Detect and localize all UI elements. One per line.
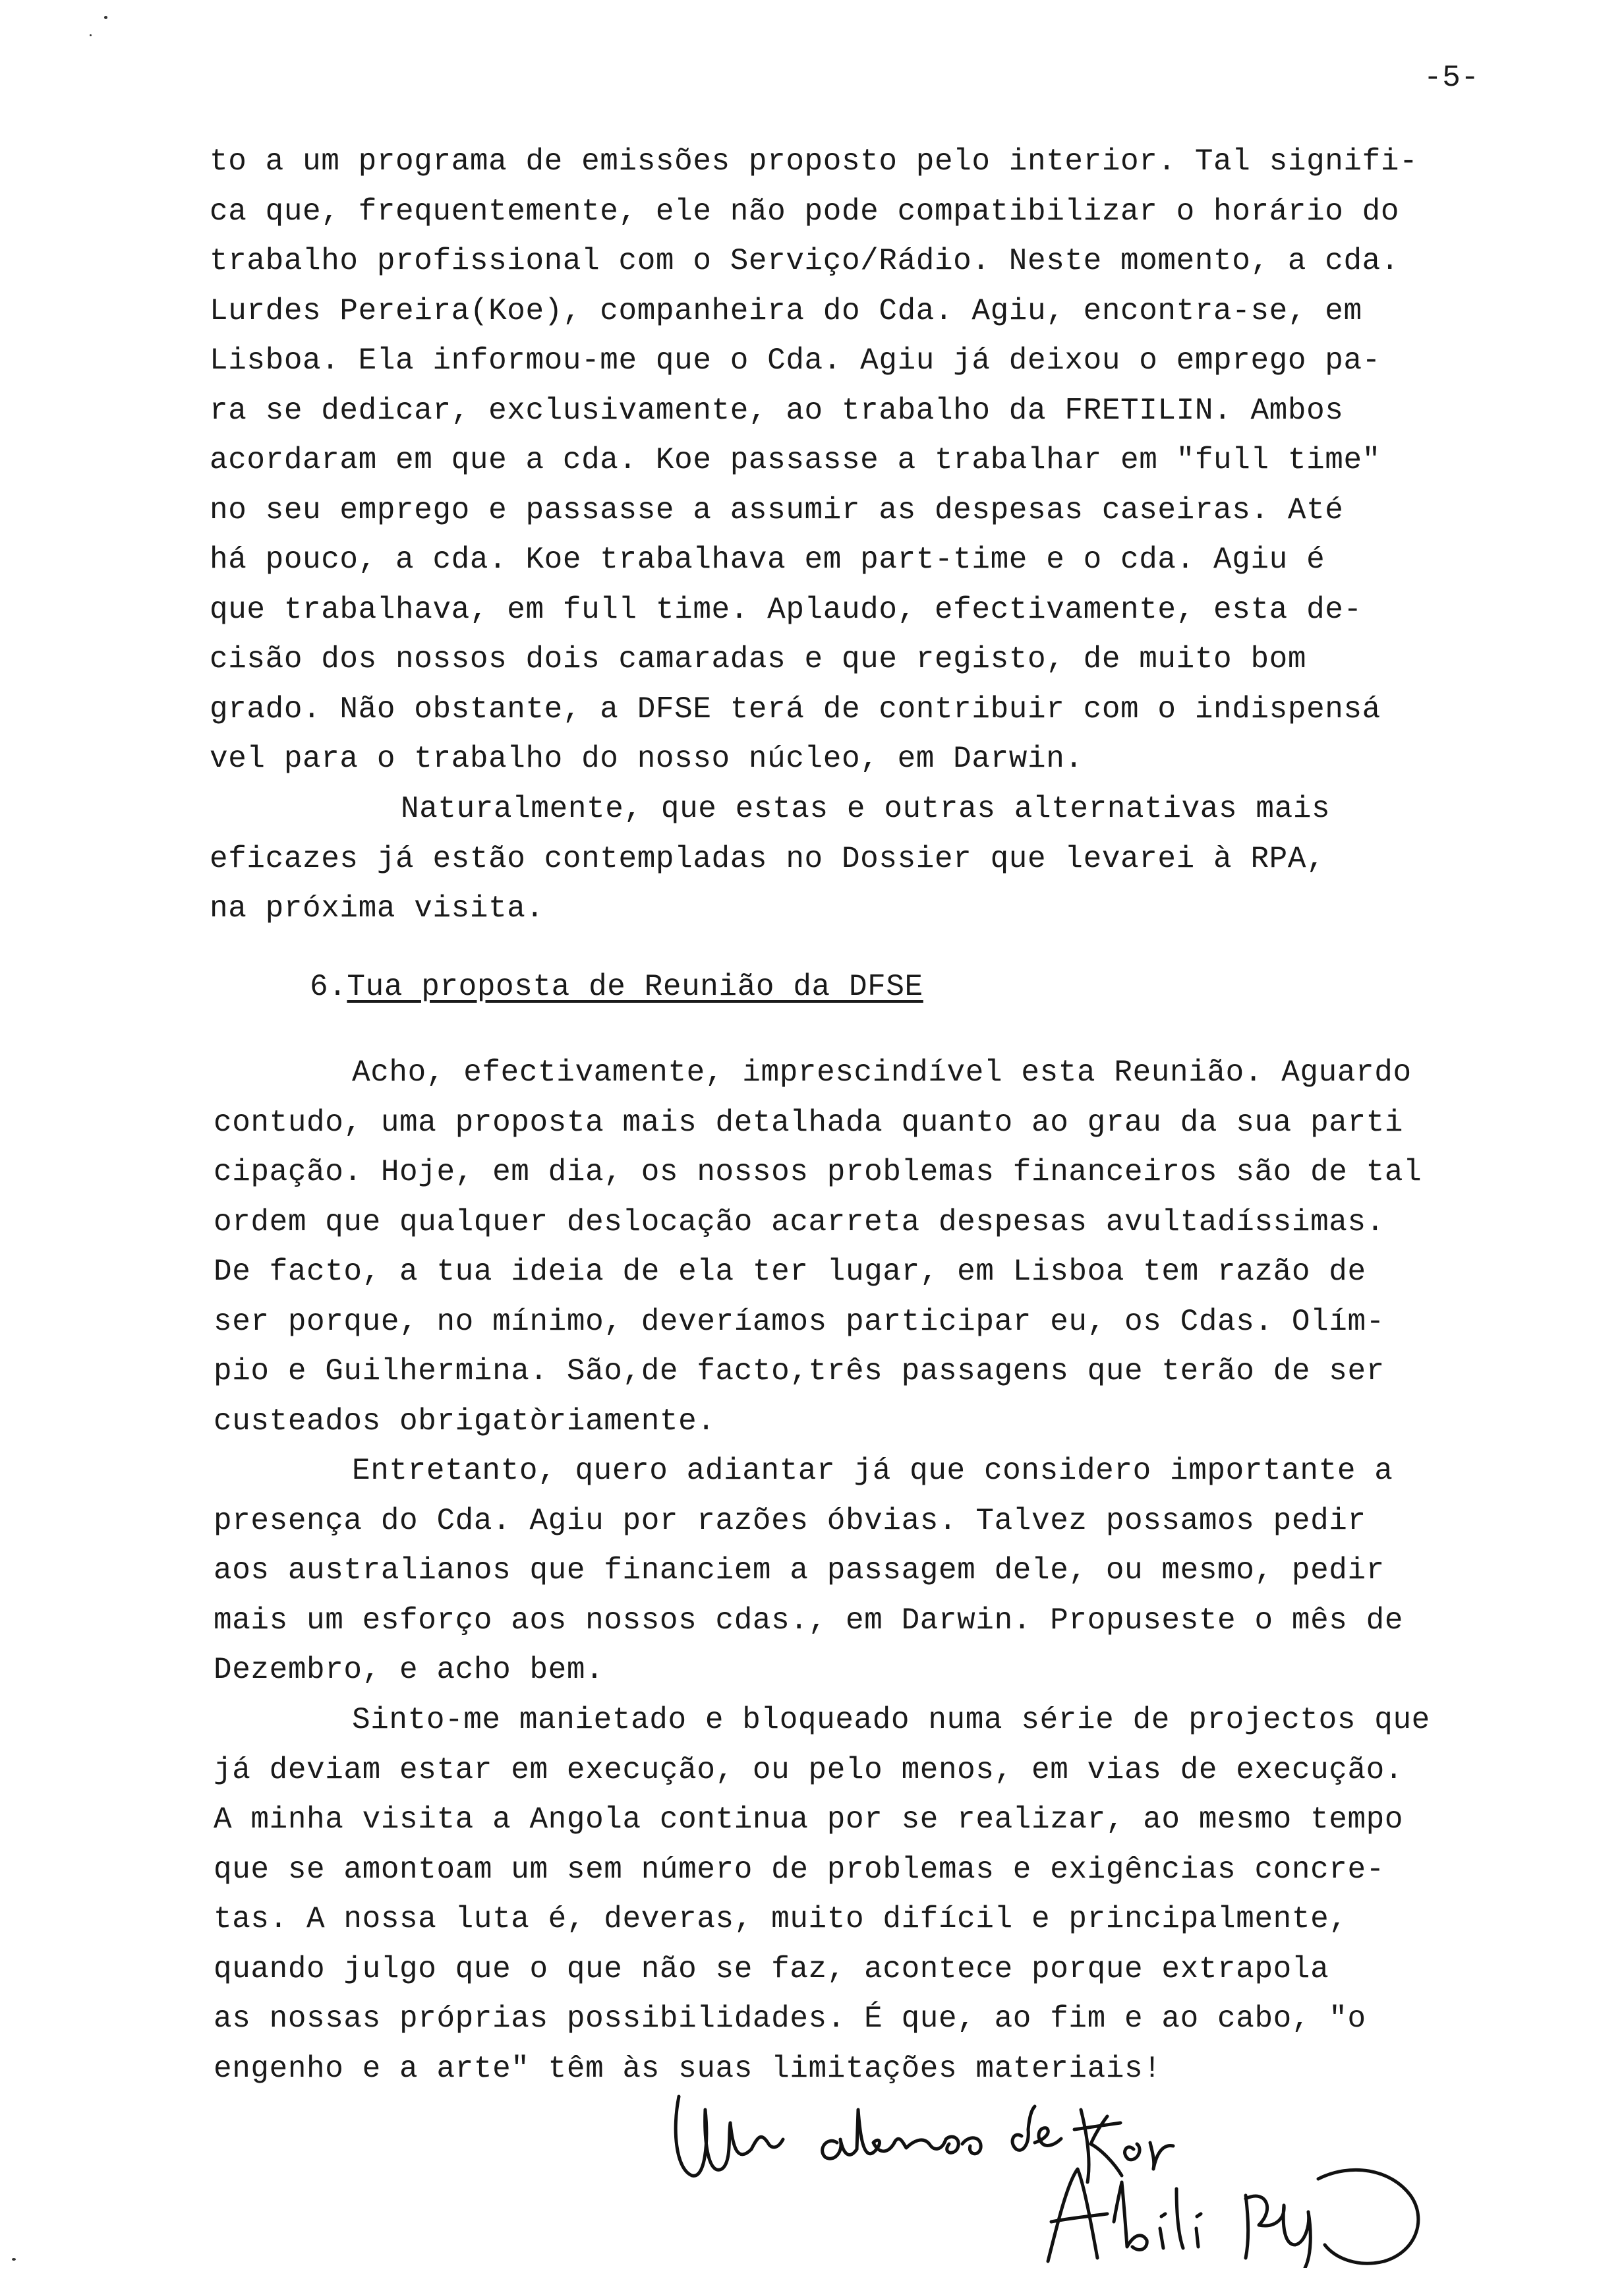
text-line: vel para o trabalho do nosso núcleo, em Darwin.: [210, 742, 1084, 776]
text-line: to a um programa de emissões proposto pelo interior. Tal signifi-: [210, 144, 1418, 179]
text-line: Lisboa. Ela informou-me que o Cda. Agiu já deixou o emprego pa-: [210, 343, 1381, 378]
section-title: Tua proposta de Reunião da DFSE: [347, 970, 923, 1004]
section-number: 6.: [310, 970, 347, 1004]
text-line: tas. A nossa luta é, deveras, muito difícil e principalmente,: [214, 1902, 1348, 1936]
paragraph-meeting: [214, 1048, 1422, 1446]
text-line: há pouco, a cda. Koe trabalhava em part-time e o cda. Agiu é: [210, 543, 1325, 577]
text-line: ordem que qualquer deslocação acarreta despesas avultadíssimas.: [214, 1204, 1385, 1239]
text-line: aos australianos que financiem a passagem dele, ou mesmo, pedir: [214, 1553, 1385, 1588]
text-line: ca que, frequentemente, ele não pode compatibilizar o horário do: [210, 194, 1400, 229]
text-line: cisão dos nossos dois camaradas e que registo, de muito bom: [210, 642, 1307, 676]
handwritten-signature: [652, 2070, 1430, 2268]
paragraph-agiu: [214, 1446, 1403, 1696]
text-line: que se amontoam um sem número de problemas e exigências concre-: [214, 1852, 1385, 1887]
text-line: ser porque, no mínimo, deveríamos participar eu, os Cdas. Olím-: [214, 1304, 1385, 1339]
text-line: A minha visita a Angola continua por se realizar, ao mesmo tempo: [214, 1802, 1404, 1837]
scan-speck: [12, 2258, 16, 2261]
section-heading: [310, 963, 923, 1012]
text-line: engenho e a arte" têm às suas limitações materiais!: [214, 2051, 1162, 2086]
text-line: grado. Não obstante, a DFSE terá de contribuir com o indispensá: [210, 692, 1381, 727]
text-line: Sinto-me manietado e bloqueado numa série de projectos que: [352, 1703, 1430, 1737]
text-line: cipação. Hoje, em dia, os nossos problemas financeiros são de tal: [214, 1155, 1422, 1189]
text-line: Entretanto, quero adiantar já que considero importante a: [352, 1454, 1393, 1488]
text-line: já deviam estar em execução, ou pelo menos, em vias de execução.: [214, 1752, 1404, 1787]
scan-speck: [104, 16, 107, 19]
text-line: no seu emprego e passasse a assumir as despesas caseiras. Até: [210, 492, 1344, 527]
text-line: Acho, efectivamente, imprescindível esta Reunião. Aguardo: [352, 1055, 1412, 1090]
text-line: acordaram em que a cda. Koe passasse a trabalhar em "full time": [210, 443, 1381, 477]
text-line: ra se dedicar, exclusivamente, ao trabalho da FRETILIN. Ambos: [210, 393, 1344, 428]
page-number: -5-: [1424, 61, 1480, 95]
text-line: que trabalhava, em full time. Aplaudo, efectivamente, esta de-: [210, 592, 1362, 627]
text-line: custeados obrigatòriamente.: [214, 1404, 716, 1439]
text-line: presença do Cda. Agiu por razões óbvias. Talvez possamos pedir: [214, 1503, 1366, 1538]
paragraph-projects: [214, 1696, 1430, 2094]
paragraph-alternatives: [210, 785, 1330, 934]
paragraph-continuation: [210, 137, 1418, 785]
text-line: mais um esforço aos nossos cdas., em Darwin. Propuseste o mês de: [214, 1603, 1404, 1638]
text-line: pio e Guilhermina. São,de facto,três passagens que terão de ser: [214, 1354, 1385, 1388]
text-line: Lurdes Pereira(Koe), companheira do Cda. Agiu, encontra-se, em: [210, 293, 1362, 328]
text-line: Naturalmente, que estas e outras alternativas mais: [401, 792, 1331, 826]
text-line: as nossas próprias possibilidades. É que, ao fim e ao cabo, "o: [214, 2002, 1366, 2036]
text-line: Dezembro, e acho bem.: [214, 1653, 604, 1687]
text-line: eficazes já estão contempladas no Dossier que levarei à RPA,: [210, 841, 1325, 876]
text-line: trabalho profissional com o Serviço/Rádio. Neste momento, a cda.: [210, 244, 1400, 278]
text-line: quando julgo que o que não se faz, acontece porque extrapola: [214, 1951, 1329, 1986]
text-line: De facto, a tua ideia de ela ter lugar, em Lisboa tem razão de: [214, 1255, 1366, 1289]
scan-speck: [90, 34, 92, 36]
text-line: contudo, uma proposta mais detalhada quanto ao grau da sua parti: [214, 1105, 1404, 1140]
text-line: na próxima visita.: [210, 891, 544, 926]
